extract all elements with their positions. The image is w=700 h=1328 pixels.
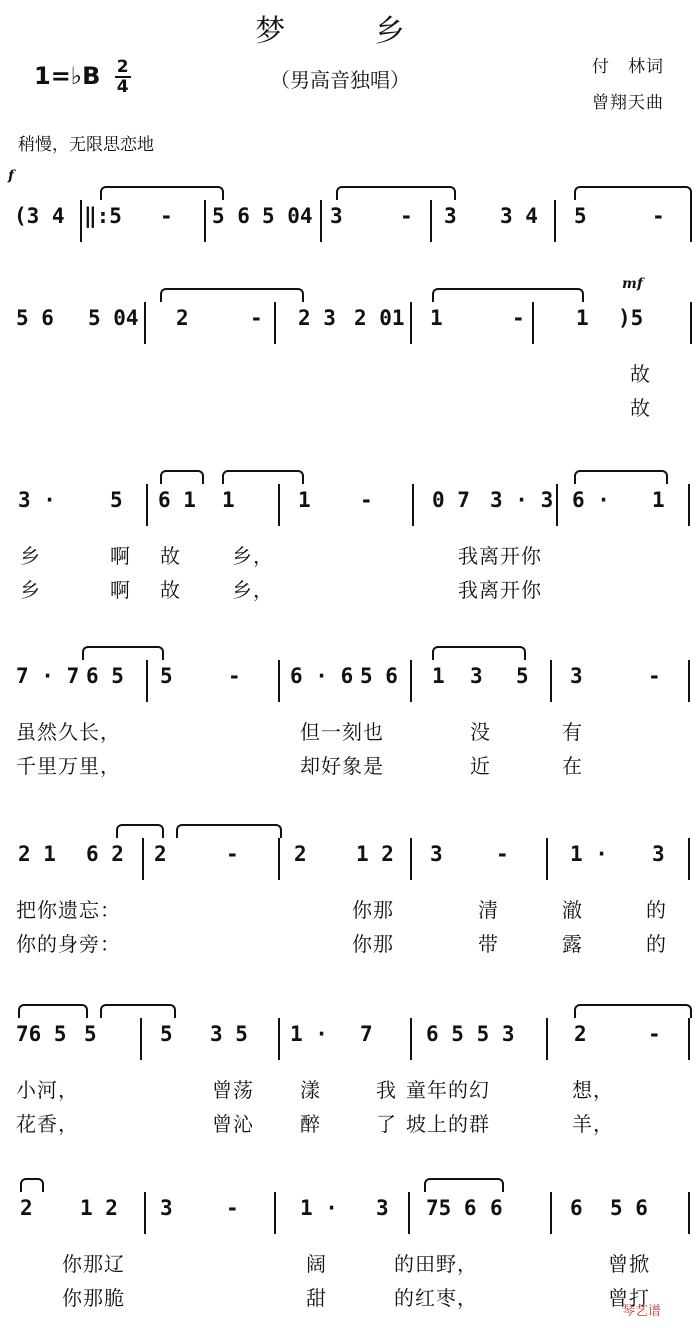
note-group: 2 3 <box>298 306 336 330</box>
slur-mark <box>336 186 456 200</box>
note-group: - <box>228 664 241 688</box>
lyric-word: 的田野， <box>394 1252 478 1276</box>
slur-mark <box>82 646 164 660</box>
bar-line <box>274 302 276 344</box>
note-group: - <box>250 306 263 330</box>
slur-mark <box>160 288 304 302</box>
lyric-word: 我 <box>376 1078 397 1102</box>
notation-line <box>0 302 700 342</box>
note-group: 5 <box>516 664 529 688</box>
slur-mark <box>100 1004 176 1018</box>
lyric-word: 你那脆 <box>62 1286 125 1310</box>
note-group: - <box>648 664 661 688</box>
note-group: 3 <box>376 1196 389 1220</box>
key-signature <box>34 58 131 96</box>
bar-line <box>410 302 412 344</box>
note-group: 1 · <box>570 842 608 866</box>
lyric-word: 你那 <box>352 898 394 922</box>
bar-line <box>278 1018 280 1060</box>
lyric-word: 故 <box>630 396 651 420</box>
note-group: - <box>226 842 239 866</box>
note-group: (3 4 <box>14 204 65 228</box>
note-group: 1 <box>576 306 589 330</box>
note-group: 3 <box>330 204 343 228</box>
notation-line <box>0 1018 700 1058</box>
lyricist-credit: 付 林词 <box>592 57 664 77</box>
lyric-word: 你那辽 <box>62 1252 125 1276</box>
note-group: 1 2 <box>356 842 394 866</box>
notation-line <box>0 838 700 878</box>
time-bottom: 4 <box>116 77 129 97</box>
lyric-word: 你的身旁： <box>16 932 121 956</box>
lyric-word: 甜 <box>306 1286 327 1310</box>
slur-mark <box>574 470 668 484</box>
lyric-word: 但一刻也 <box>300 720 384 744</box>
lyric-word: 小河， <box>16 1078 79 1102</box>
lyric-line-verse-1 <box>0 358 700 388</box>
note-group: 1 <box>298 488 311 512</box>
bar-line <box>550 660 552 702</box>
slur-mark <box>432 646 526 660</box>
slur-mark <box>160 470 204 484</box>
note-group: 6 5 5 3 <box>426 1022 515 1046</box>
bar-line <box>320 200 322 242</box>
key-label: 1=♭B <box>34 62 101 90</box>
lyric-word: 乡 <box>20 578 41 602</box>
bar-line <box>278 838 280 880</box>
note-group: - <box>360 488 373 512</box>
note-group: )5 <box>618 306 644 330</box>
lyric-word: 阔 <box>306 1252 327 1276</box>
note-group: 75 6 <box>426 1196 477 1220</box>
lyric-word: 曾沁 <box>212 1112 254 1136</box>
note-group: 5 <box>160 1022 173 1046</box>
lyric-word: 童年的幻 <box>406 1078 490 1102</box>
note-group: 5 04 <box>88 306 139 330</box>
lyric-line-verse-1 <box>0 1074 700 1104</box>
lyric-word: 千里万里， <box>16 754 121 778</box>
slur-mark <box>18 1004 88 1018</box>
lyric-line-verse-2 <box>0 574 700 604</box>
bar-line <box>410 660 412 702</box>
note-group: 1 <box>432 664 445 688</box>
bar-line <box>278 484 280 526</box>
note-group: - <box>160 204 173 228</box>
note-group: 6 <box>570 1196 583 1220</box>
lyric-word: 澈 <box>562 898 583 922</box>
note-group: 2 <box>294 842 307 866</box>
lyric-word: 啊 <box>110 578 131 602</box>
slur-mark <box>100 186 224 200</box>
lyric-word: 我离开你 <box>458 544 542 568</box>
bar-line <box>144 302 146 344</box>
lyric-word: 羊， <box>572 1112 614 1136</box>
note-group: 3 <box>160 1196 173 1220</box>
note-group: 5 04 <box>262 204 313 228</box>
bar-line <box>690 200 692 242</box>
bar-line <box>410 838 412 880</box>
note-group: 5 6 <box>212 204 250 228</box>
notation-line <box>0 660 700 700</box>
slur-mark <box>574 1004 692 1018</box>
lyric-line-verse-1 <box>0 1248 700 1278</box>
note-group: 3 5 <box>210 1022 248 1046</box>
lyric-word: 花香， <box>16 1112 79 1136</box>
lyric-word: 我离开你 <box>458 578 542 602</box>
slur-mark <box>176 824 282 838</box>
note-group: - <box>226 1196 239 1220</box>
note-group: 5 6 <box>16 306 54 330</box>
lyric-line-verse-2 <box>0 1108 700 1138</box>
bar-line <box>140 1018 142 1060</box>
dynamic-mezzo-forte: mf <box>622 276 643 292</box>
lyric-line-verse-2 <box>0 750 700 780</box>
note-group: 5 <box>160 664 173 688</box>
lyric-word: 露 <box>562 932 583 956</box>
lyric-word: 带 <box>478 932 499 956</box>
note-group: 3 <box>652 842 665 866</box>
lyric-word: 你那 <box>352 932 394 956</box>
note-group: - <box>512 306 525 330</box>
slur-mark <box>116 824 164 838</box>
lyric-word: 乡， <box>232 544 274 568</box>
note-group: 5 <box>84 1022 97 1046</box>
bar-line <box>546 1018 548 1060</box>
notation-line <box>0 484 700 524</box>
slur-mark <box>222 470 304 484</box>
note-group: 6 2 <box>86 842 124 866</box>
lyric-word: 有 <box>562 720 583 744</box>
song-title: 梦 乡 <box>255 14 445 49</box>
lyric-word: 清 <box>478 898 499 922</box>
bar-line <box>146 484 148 526</box>
bar-line <box>278 660 280 702</box>
note-group: - <box>648 1022 661 1046</box>
lyric-word: 了 <box>376 1112 397 1136</box>
notation-line <box>0 200 700 240</box>
note-group: 6 5 <box>86 664 124 688</box>
note-group: 2 <box>20 1196 33 1220</box>
bar-line <box>146 660 148 702</box>
slur-mark <box>432 288 584 302</box>
note-group: 5 <box>574 204 587 228</box>
note-group: 3 <box>430 842 443 866</box>
note-group: 3 · <box>18 488 56 512</box>
note-group: 76 5 <box>16 1022 67 1046</box>
note-group: - <box>496 842 509 866</box>
bar-line <box>142 838 144 880</box>
dynamic-forte: f <box>8 168 15 184</box>
time-signature <box>115 58 131 96</box>
notation-line <box>0 1192 700 1232</box>
subtitle: （男高音独唱） <box>270 68 410 92</box>
lyric-word: 却好象是 <box>300 754 384 778</box>
bar-line <box>688 660 690 702</box>
bar-line <box>688 484 690 526</box>
bar-line <box>274 1192 276 1234</box>
lyric-word: 坡上的群 <box>406 1112 490 1136</box>
note-group: 3 · 3 <box>490 488 554 512</box>
lyric-word: 在 <box>562 754 583 778</box>
bar-line <box>550 1192 552 1234</box>
lyric-word: 虽然久长， <box>16 720 121 744</box>
bar-line <box>690 302 692 344</box>
note-group: 6 1 <box>158 488 196 512</box>
bar-line <box>144 1192 146 1234</box>
lyric-word: 没 <box>470 720 491 744</box>
slur-mark <box>574 186 692 200</box>
note-group: 6 · 6 <box>290 664 354 688</box>
note-group: 7 <box>360 1022 373 1046</box>
note-group: - <box>652 204 665 228</box>
note-group: 2 <box>574 1022 587 1046</box>
note-group: 3 <box>470 664 483 688</box>
lyric-word: 啊 <box>110 544 131 568</box>
note-group: ‖:5 <box>84 204 122 228</box>
lyric-word: 近 <box>470 754 491 778</box>
lyric-word: 乡， <box>232 578 274 602</box>
note-group: 1 <box>430 306 443 330</box>
note-group: 2 <box>176 306 189 330</box>
bar-line <box>554 200 556 242</box>
lyric-word: 醉 <box>300 1112 321 1136</box>
note-group: 1 <box>222 488 235 512</box>
tempo-marking: 稍慢，无限思恋地 <box>18 135 154 155</box>
bar-line <box>546 838 548 880</box>
note-group: 5 6 <box>360 664 398 688</box>
bar-line <box>532 302 534 344</box>
bar-line <box>408 1192 410 1234</box>
lyric-word: 故 <box>630 362 651 386</box>
bar-line <box>430 200 432 242</box>
bar-line <box>80 200 82 242</box>
note-group: 5 6 <box>610 1196 648 1220</box>
note-group: 1 2 <box>80 1196 118 1220</box>
bar-line <box>556 484 558 526</box>
note-group: 2 1 <box>18 842 56 866</box>
note-group: 3 <box>444 204 457 228</box>
note-group: 3 4 <box>500 204 538 228</box>
lyric-word: 故 <box>160 578 181 602</box>
slur-mark <box>424 1178 504 1192</box>
composer-credit: 曾翔天曲 <box>592 93 664 113</box>
note-group: 1 · <box>300 1196 338 1220</box>
lyric-word: 故 <box>160 544 181 568</box>
lyric-word: 的 <box>646 898 667 922</box>
note-group: 6 <box>490 1196 503 1220</box>
lyric-line-verse-2 <box>0 1282 700 1312</box>
note-group: 1 <box>652 488 665 512</box>
note-group: 1 · <box>290 1022 328 1046</box>
lyric-line-verse-1 <box>0 540 700 570</box>
bar-line <box>410 1018 412 1060</box>
lyric-line-verse-2 <box>0 392 700 422</box>
note-group: 3 <box>570 664 583 688</box>
lyric-word: 想， <box>572 1078 614 1102</box>
lyric-word: 把你遗忘： <box>16 898 121 922</box>
bar-line <box>204 200 206 242</box>
bar-line <box>412 484 414 526</box>
watermark-logo: 琴艺谱 <box>622 1304 662 1319</box>
lyric-word: 的 <box>646 932 667 956</box>
lyric-word: 曾荡 <box>212 1078 254 1102</box>
note-group: 5 <box>110 488 123 512</box>
note-group: - <box>400 204 413 228</box>
time-top: 2 <box>116 57 129 77</box>
lyric-word: 曾打 <box>608 1286 650 1310</box>
lyric-word: 的红枣， <box>394 1286 478 1310</box>
slur-mark <box>20 1178 44 1192</box>
bar-line <box>688 1018 690 1060</box>
lyric-line-verse-1 <box>0 256 700 286</box>
note-group: 0 7 <box>432 488 470 512</box>
lyric-word: 曾掀 <box>608 1252 650 1276</box>
note-group: 7 · 7 <box>16 664 80 688</box>
lyric-line-verse-1 <box>0 894 700 924</box>
lyric-line-verse-2 <box>0 928 700 958</box>
lyric-word: 漾 <box>300 1078 321 1102</box>
bar-line <box>688 1192 690 1234</box>
note-group: 6 · <box>572 488 610 512</box>
note-group: 2 <box>154 842 167 866</box>
bar-line <box>688 838 690 880</box>
lyric-word: 乡 <box>20 544 41 568</box>
lyric-line-verse-1 <box>0 716 700 746</box>
note-group: 2 01 <box>354 306 405 330</box>
